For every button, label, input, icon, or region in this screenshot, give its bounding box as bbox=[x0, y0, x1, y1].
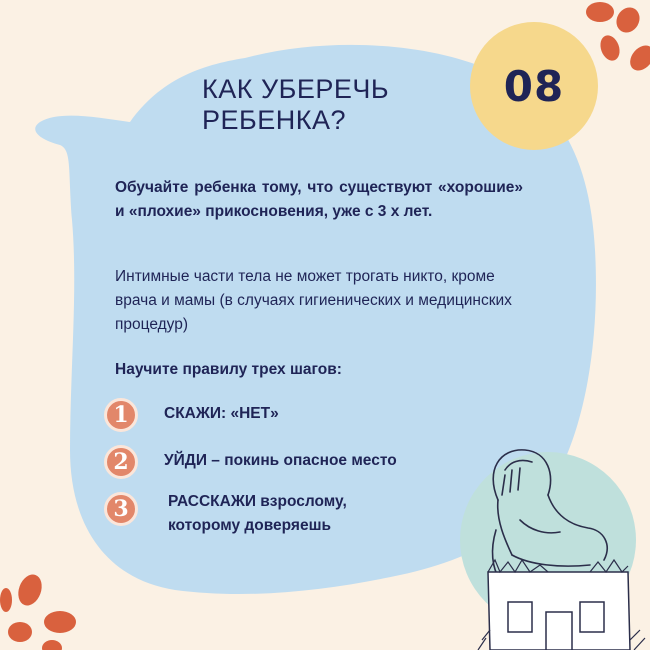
step-3-icon: 3 bbox=[104, 492, 138, 526]
title-line-1: КАК УБЕРЕЧЬ bbox=[202, 74, 390, 104]
title-line-2: РЕБЕНКА? bbox=[202, 105, 346, 135]
badge-number: 08 bbox=[503, 61, 565, 111]
paragraph-intro: Обучайте ребенка тому, что существуют «хорошие» и «плохие» прикосновения, уже с 3 х лет. bbox=[115, 179, 523, 220]
step-2-strong: УЙДИ bbox=[164, 452, 207, 469]
step-item-2 bbox=[104, 445, 397, 479]
step-item-3 bbox=[104, 492, 347, 538]
step-2-rest: – покинь опасное место bbox=[206, 452, 397, 469]
paragraph-steps-heading: Научите правилу трех шагов: bbox=[115, 361, 342, 378]
step-1-icon: 1 bbox=[104, 398, 138, 432]
step-item-1 bbox=[104, 398, 279, 432]
step-3-line-2: которому доверяешь bbox=[168, 517, 332, 534]
step-2-icon: 2 bbox=[104, 445, 138, 479]
step-3-text bbox=[168, 490, 347, 538]
paragraph-body: Интимные части тела не может трогать никто, кроме врача и мамы (в случаях гигиенических и медицинских процедур) bbox=[115, 268, 512, 333]
step-1-text: СКАЖИ: «НЕТ» bbox=[164, 405, 279, 422]
step-2-text bbox=[164, 449, 397, 473]
step-3-line-1: РАССКАЖИ взрослому, bbox=[168, 493, 347, 510]
page-title bbox=[202, 74, 462, 136]
step-number-badge bbox=[470, 22, 598, 150]
